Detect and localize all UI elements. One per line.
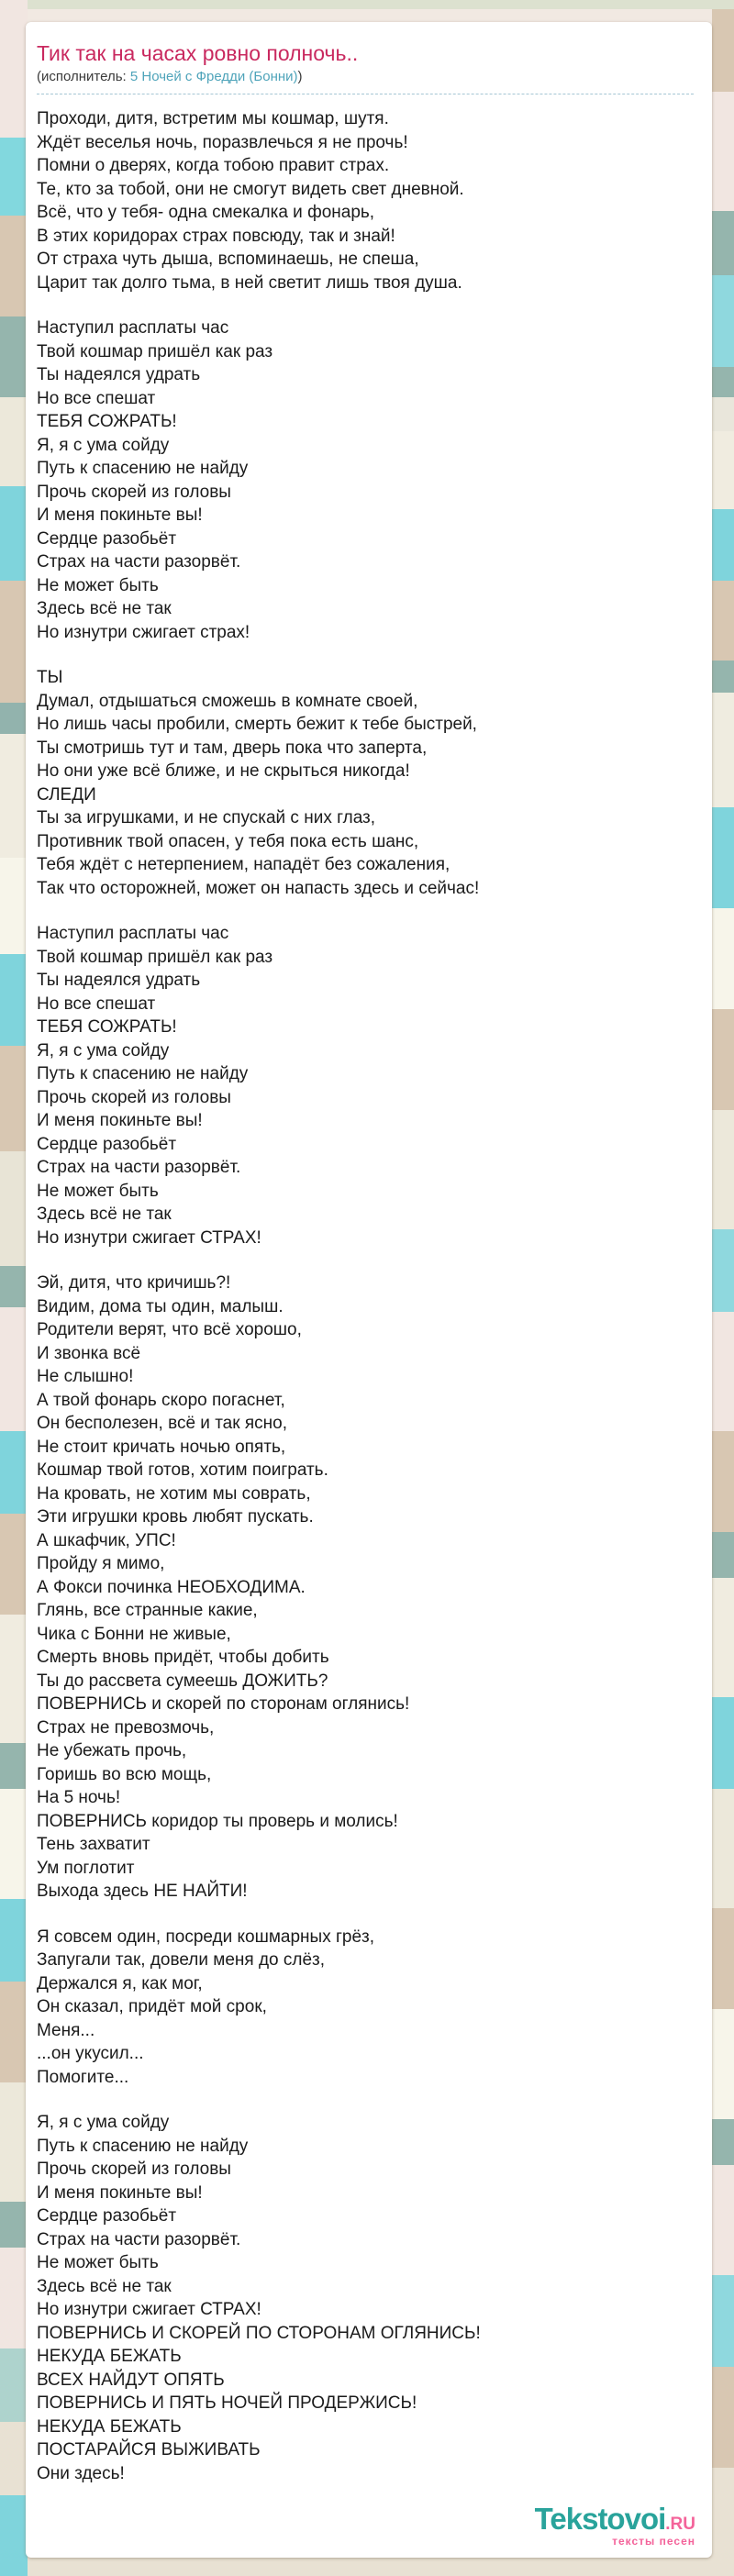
- lyric-line: ТЫ: [37, 668, 63, 687]
- lyrics-stanza: [37, 1926, 694, 2090]
- lyric-line: Ум поглотит: [37, 1858, 135, 1878]
- lyric-line: Они здесь!: [37, 2463, 125, 2483]
- lyric-line: Ты смотришь тут и там, дверь пока что заперта,: [37, 738, 428, 758]
- lyric-line: Помогите...: [37, 2067, 129, 2087]
- lyric-line: На кровать, не хотим мы соврать,: [37, 1483, 311, 1504]
- lyric-line: Страх не превозмочь,: [37, 1717, 215, 1738]
- lyric-line: Но изнутри сжигает СТРАХ!: [37, 1227, 261, 1248]
- lyric-line: Но изнутри сжигает СТРАХ!: [37, 2300, 261, 2319]
- site-logo-text[interactable]: Tekstovoi: [534, 2502, 666, 2536]
- site-logo-tagline: тексты песен: [612, 2535, 695, 2548]
- lyric-line: Но все спешат: [37, 388, 156, 408]
- lyrics-card: [26, 22, 712, 2558]
- lyric-line: Не слышно!: [37, 1367, 134, 1386]
- lyric-line: НЕКУДА БЕЖАТЬ: [37, 2416, 182, 2437]
- lyrics-stanza: [37, 666, 694, 900]
- lyric-line: На 5 ночь!: [37, 1788, 121, 1807]
- lyric-line: ПОВЕРНИСЬ И ПЯТЬ НОЧЕЙ ПРОДЕРЖИСЬ!: [37, 2393, 417, 2413]
- lyric-line: Страх на части разорвёт.: [37, 2229, 241, 2249]
- lyric-line: От страха чуть дыша, вспоминаешь, не спеша,: [37, 250, 419, 269]
- lyric-line: Путь к спасению не найду: [37, 1064, 249, 1083]
- lyric-line: Страх на части разорвёт.: [37, 1158, 241, 1177]
- lyric-line: Не убежать прочь,: [37, 1741, 187, 1760]
- lyric-line: Те, кто за тобой, они не смогут видеть свет дневной.: [37, 179, 464, 199]
- lyrics-stanza: [37, 107, 694, 294]
- site-logo[interactable]: [535, 2504, 695, 2547]
- lyric-line: Смерть вновь придёт, чтобы добить: [37, 1648, 329, 1667]
- lyric-line: Ждёт веселья ночь, поразвлечься я не прочь!: [37, 132, 408, 152]
- lyric-line: Ты до рассвета сумеешь ДОЖИТЬ?: [37, 1671, 328, 1691]
- lyric-line: Твой кошмар пришёл как раз: [37, 947, 273, 967]
- lyric-line: ПОВЕРНИСЬ И СКОРЕЙ ПО СТОРОНАМ ОГЛЯНИСЬ!: [37, 2323, 481, 2343]
- performer-link[interactable]: 5 Ночей с Фредди (Бонни): [129, 69, 298, 84]
- lyric-line: Но лишь часы пробили, смерть бежит к тебе быстрей,: [37, 715, 477, 734]
- lyric-line: Страх на части разорвёт.: [37, 552, 241, 572]
- lyric-line: Прочь скорей из головы: [37, 1087, 231, 1107]
- lyric-line: И меня покиньте вы!: [37, 1111, 203, 1130]
- lyric-line: Горишь во всю мощь,: [37, 1764, 212, 1784]
- lyrics-stanza: [37, 1271, 694, 1904]
- lyric-line: Пройду я мимо,: [37, 1554, 165, 1573]
- lyric-line: Не стоит кричать ночью опять,: [37, 1437, 286, 1457]
- lyric-line: И звонка всё: [37, 1343, 141, 1363]
- lyric-line: В этих коридорах страх повсюду, так и знай!: [37, 226, 395, 246]
- lyric-line: Я совсем один, посреди кошмарных грёз,: [37, 1926, 375, 1947]
- lyric-line: Но все спешат: [37, 994, 156, 1014]
- lyric-line: И меня покиньте вы!: [37, 505, 203, 525]
- lyric-line: Родители верят, что всё хорошо,: [37, 1320, 302, 1339]
- lyric-line: Думал, отдышаться сможешь в комнате своей,: [37, 691, 418, 711]
- lyric-line: Эй, дитя, что кричишь?!: [37, 1273, 231, 1293]
- lyric-line: Не может быть: [37, 1181, 159, 1201]
- lyric-line: Наступил расплаты час: [37, 924, 229, 943]
- lyric-line: Помни о дверях, когда тобою правит страх.: [37, 156, 390, 175]
- lyric-line: Ты за игрушками, и не спускай с них глаз,: [37, 808, 376, 827]
- lyric-line: Кошмар твой готов, хотим поиграть.: [37, 1460, 328, 1480]
- lyric-line: Тень захватит: [37, 1835, 150, 1854]
- lyrics: [37, 107, 694, 2485]
- lyric-line: ...он укусил...: [37, 2044, 144, 2063]
- lyric-line: ПОСТАРАЙСЯ ВЫЖИВАТЬ: [37, 2440, 261, 2459]
- lyric-line: А Фокси починка НЕОБХОДИМА.: [37, 1577, 306, 1597]
- lyric-line: А твой фонарь скоро погаснет,: [37, 1390, 285, 1410]
- lyric-line: Не может быть: [37, 575, 159, 595]
- lyric-line: Запугали так, довели меня до слёз,: [37, 1950, 326, 1970]
- lyric-line: Прочь скорей из головы: [37, 2160, 231, 2179]
- lyric-line: И меня покиньте вы!: [37, 2182, 203, 2203]
- lyric-line: А шкафчик, УПС!: [37, 1530, 176, 1550]
- site-logo-wordmark[interactable]: [535, 2504, 695, 2534]
- lyric-line: Наступил расплаты час: [37, 318, 229, 338]
- song-title: Тик так на часах ровно полночь..: [37, 41, 359, 65]
- lyric-line: Он бесполезен, всё и так ясно,: [37, 1414, 287, 1433]
- lyric-line: Противник твой опасен, у тебя пока есть шанс,: [37, 831, 419, 851]
- lyric-line: Здесь всё не так: [37, 599, 172, 618]
- lyric-line: Выхода здесь НЕ НАЙТИ!: [37, 1882, 248, 1901]
- lyric-line: Тебя ждёт с нетерпением, нападёт без сожаления,: [37, 855, 450, 874]
- lyric-line: Но они уже всё ближе, и не скрыться никогда!: [37, 761, 410, 781]
- lyric-line: Я, я с ума сойду: [37, 2113, 170, 2132]
- lyric-line: СЛЕДИ: [37, 784, 96, 805]
- lyric-line: Твой кошмар пришёл как раз: [37, 341, 273, 361]
- lyric-line: Меня...: [37, 2020, 95, 2040]
- lyric-line: ТЕБЯ СОЖРАТЬ!: [37, 412, 177, 431]
- lyric-line: Он сказал, придёт мой срок,: [37, 1997, 267, 2016]
- lyric-line: Я, я с ума сойду: [37, 435, 170, 455]
- lyric-line: Путь к спасению не найду: [37, 459, 249, 478]
- lyric-line: Здесь всё не так: [37, 1205, 172, 1224]
- lyric-line: Держался я, как мог,: [37, 1973, 203, 1993]
- background-stripe-right: [712, 0, 734, 2576]
- performer-label: (исполнитель:: [37, 69, 130, 84]
- lyric-line: Прочь скорей из головы: [37, 482, 231, 502]
- performer-label-close: ): [297, 69, 303, 84]
- site-logo-domain[interactable]: .RU: [665, 2515, 695, 2534]
- lyric-line: Ты надеялся удрать: [37, 365, 201, 384]
- lyric-line: Так что осторожней, может он напасть здесь и сейчас!: [37, 878, 480, 898]
- lyric-line: ТЕБЯ СОЖРАТЬ!: [37, 1017, 177, 1037]
- lyric-line: Всё, что у тебя- одна смекалка и фонарь,: [37, 203, 375, 222]
- lyric-line: Видим, дома ты один, малыш.: [37, 1296, 284, 1316]
- lyric-line: Проходи, дитя, встретим мы кошмар, шутя.: [37, 109, 389, 128]
- lyric-line: Чика с Бонни не живые,: [37, 1624, 231, 1644]
- lyric-line: Эти игрушки кровь любят пускать.: [37, 1507, 314, 1527]
- lyric-line: Путь к спасению не найду: [37, 2136, 249, 2156]
- lyric-line: Сердце разобьёт: [37, 2206, 177, 2226]
- lyric-line: Сердце разобьёт: [37, 528, 177, 549]
- lyric-line: ПОВЕРНИСЬ и скорей по сторонам оглянись!: [37, 1694, 410, 1714]
- lyric-line: НЕКУДА БЕЖАТЬ: [37, 2347, 182, 2366]
- lyrics-stanza: [37, 922, 694, 1249]
- lyrics-stanza: [37, 2111, 694, 2485]
- lyric-line: Ты надеялся удрать: [37, 971, 201, 990]
- lyric-line: ВСЕХ НАЙДУТ ОПЯТЬ: [37, 2370, 225, 2390]
- performer-row: [37, 66, 694, 94]
- lyric-line: Я, я с ума сойду: [37, 1040, 170, 1060]
- lyric-line: Царит так долго тьма, в ней светит лишь твоя душа.: [37, 272, 462, 293]
- lyrics-stanza: [37, 316, 694, 644]
- lyric-line: Но изнутри сжигает страх!: [37, 622, 250, 642]
- lyric-line: Здесь всё не так: [37, 2276, 172, 2296]
- lyric-line: ПОВЕРНИСЬ коридор ты проверь и молись!: [37, 1811, 398, 1831]
- lyric-line: Не может быть: [37, 2253, 159, 2272]
- lyric-line: Глянь, все странные какие,: [37, 1601, 258, 1620]
- background-stripe-left: [0, 0, 28, 2576]
- lyric-line: Сердце разобьёт: [37, 1134, 177, 1154]
